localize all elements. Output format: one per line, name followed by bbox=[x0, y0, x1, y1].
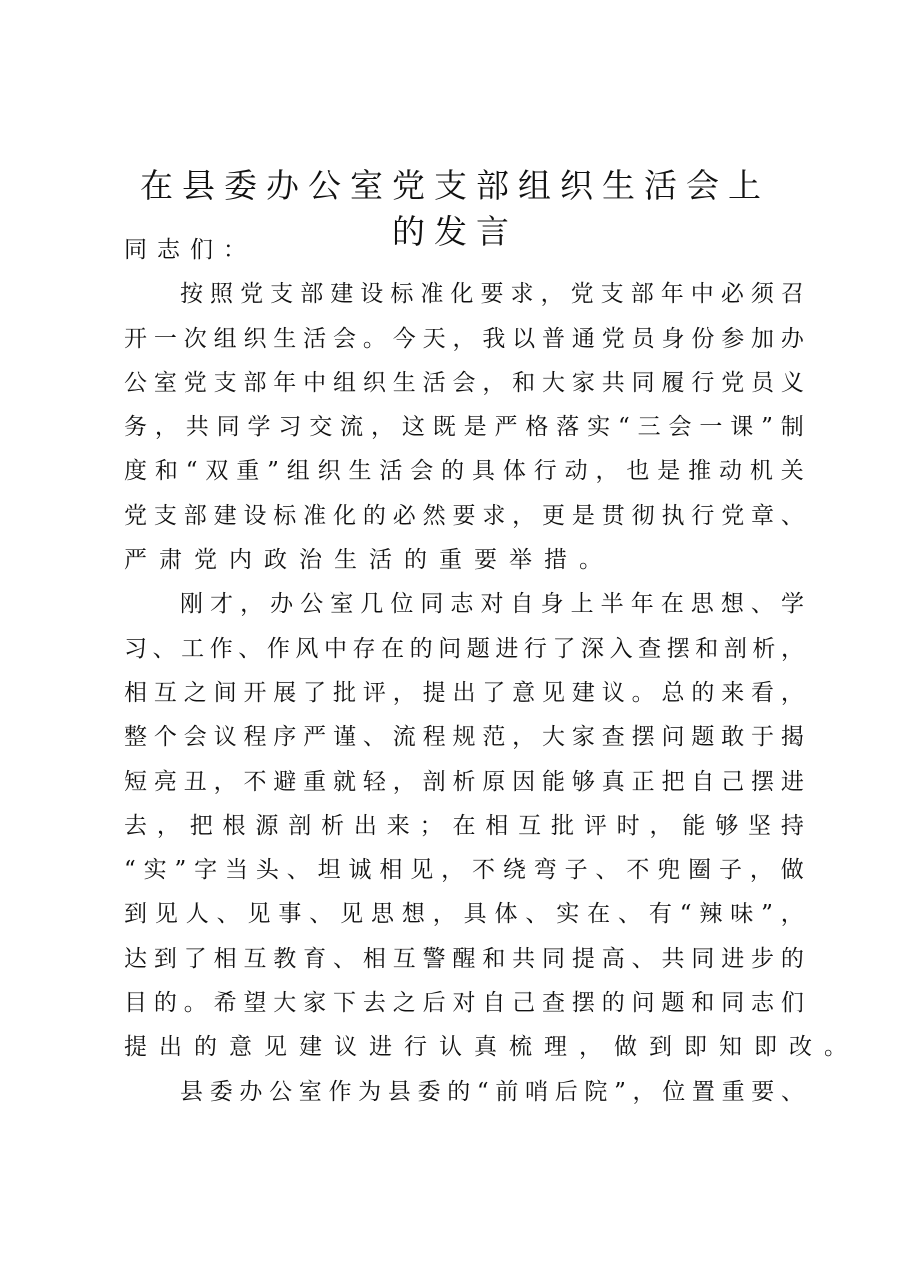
body-line: 目 的 。 希 望 大 家 下 去 之 后 对 自 己 查 摆 的 问 题 和 同 志 们 bbox=[124, 990, 804, 1017]
body-line: 县 委 办 公 室 作 为 县 委 的 “ 前 哨 后 院 ” ， 位 置 重 要 、 bbox=[180, 1078, 804, 1105]
body-line: 到 见 人 、 见 事 、 见 思 想 ， 具 体 、 实 在 、 有 “ 辣 味 ” ， bbox=[124, 901, 804, 928]
body-line: 党 支 部 建 设 标 准 化 的 必 然 要 求 ， 更 是 贯 彻 执 行 党 章 、 bbox=[124, 502, 804, 529]
body-line: 习 、 工 作 、 作 风 中 存 在 的 问 题 进 行 了 深 入 查 摆 和 剖 析 ， bbox=[124, 635, 804, 662]
body-line: 务 ， 共 同 学 习 交 流 ， 这 既 是 严 格 落 实 “ 三 会 一 课 ” 制 bbox=[124, 414, 804, 441]
body-line: 按 照 党 支 部 建 设 标 准 化 要 求 ， 党 支 部 年 中 必 须 召 bbox=[180, 281, 804, 308]
body-line: 提 出 的 意 见 建 议 进 行 认 真 梳 理 ， 做 到 即 知 即 改 。 bbox=[124, 1034, 847, 1061]
title-line-2: 的发言 bbox=[392, 212, 518, 251]
body-line: 整 个 会 议 程 序 严 谨 、 流 程 规 范 ， 大 家 查 摆 问 题 敢 于 揭 bbox=[124, 724, 804, 751]
body-line: 去 ， 把 根 源 剖 析 出 来 ； 在 相 互 批 评 时 ， 能 够 坚 持 bbox=[124, 812, 804, 839]
body-line: 公 室 党 支 部 年 中 组 织 生 活 会 ， 和 大 家 共 同 履 行 党 员 义 bbox=[124, 369, 804, 396]
body-line: 相 互 之 间 开 展 了 批 评 ， 提 出 了 意 见 建 议 。 总 的 来 看 ， bbox=[124, 679, 804, 706]
body-line: 严 肃 党 内 政 治 生 活 的 重 要 举 措 。 bbox=[124, 547, 602, 574]
salutation-text: 同志们： bbox=[124, 237, 256, 263]
body-line: “ 实 ” 字 当 头 、 坦 诚 相 见 ， 不 绕 弯 子 、 不 兜 圈 子 ， 做 bbox=[124, 857, 804, 884]
body-line: 度 和 “ 双 重 ” 组 织 生 活 会 的 具 体 行 动 ， 也 是 推 动 机 关 bbox=[124, 458, 804, 485]
body-line: 短 亮 丑 ， 不 避 重 就 轻 ， 剖 析 原 因 能 够 真 正 把 自 己 摆 进 bbox=[124, 768, 804, 795]
body-line: 开 一 次 组 织 生 活 会 。 今 天 ， 我 以 普 通 党 员 身 份 参 加 办 bbox=[124, 325, 804, 352]
document-body bbox=[124, 228, 847, 1114]
body-line: 刚 才 ， 办 公 室 几 位 同 志 对 自 身 上 半 年 在 思 想 、 学 bbox=[180, 591, 804, 618]
salutation bbox=[124, 228, 804, 272]
body-line: 达 到 了 相 互 教 育 、 相 互 警 醒 和 共 同 提 高 、 共 同 进 步 的 bbox=[124, 945, 804, 972]
title-line-1: 在县委办公室党支部组织生活会上 bbox=[140, 166, 770, 205]
